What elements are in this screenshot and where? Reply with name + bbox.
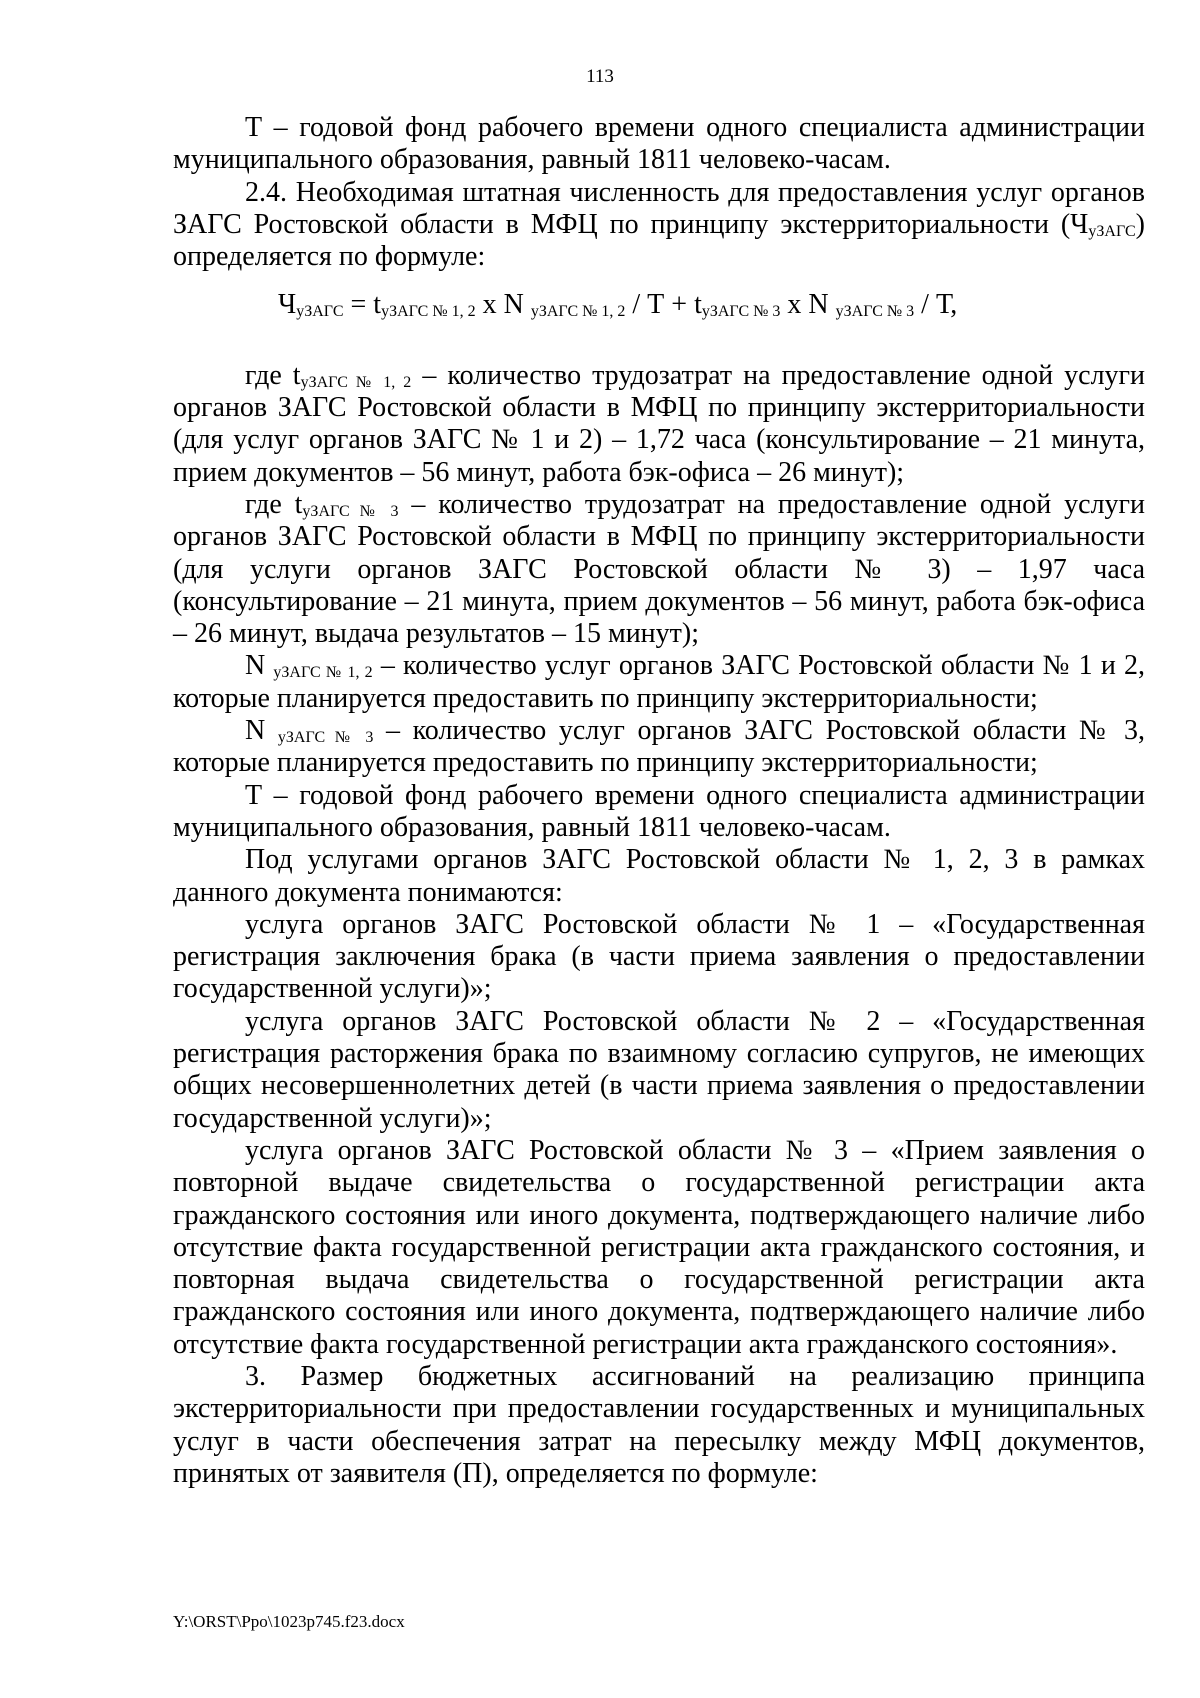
paragraph-annual-fund: Т – годовой фонд рабочего времени одного специалиста администрации муниципального образования, равный 1811 человеко-часам. (173, 112, 1145, 176)
definition-t-1-2: где $t_{уЗАГС № 1, 2}$ – количество трудозатрат на предоставление одной услуги органов ЗАГС Ростовской области в МФЦ по принципу экстерриториальности (для услуг органов ЗАГС № 1 и 2) – 1,72 часа (консультирование – 21 минута, прием документов – 56 минут, работа бэк-офиса – 26 минут); (173, 359, 1146, 488)
paragraph-services-intro: Под услугами органов ЗАГС Ростовской области № 1, 2, 3 в рамках данного документа понимаются: (173, 844, 1145, 908)
document-body (173, 112, 1145, 1490)
service-3-description: услуга органов ЗАГС Ростовской области № 3 – «Прием заявления о повторной выдаче свидетельства о государственной регистрации акта гражданского состояния или иного документа, подтверждающего наличие либо отсутствие факта государственной регистрации акта гражданского состояния, и повторная выдача свидетельства о государственной регистрации акта гражданского состояния или иного документа, подтверждающего наличие либо отсутствие факта государственной регистрации акта гражданского состояния». (173, 1134, 1145, 1360)
footer-file-path: Y:\ORST\Ppo\1023p745.f23.docx (173, 1612, 405, 1631)
definition-t-3: где $t_{уЗАГС № 3}$ – количество трудозатрат на предоставление одной услуги органов ЗАГС Ростовской области в МФЦ по принципу экстерриториальности (для услуги органов ЗАГС Ростовской области № 3) – 1,97 часа (консультирование – 21 минута, прием документов – 56 минут, работа бэк-офиса – 26 минут, выдача результатов – 15 минут); (173, 488, 1146, 650)
definition-n-3: N $_{уЗАГС № 3}$ – количество услуг органов ЗАГС Ростовской области № 3, которые планируется предоставить по принципу экстерриториальности; (173, 715, 1145, 779)
staff-formula: $Ч_{уЗАГС} = t_{уЗАГС № 1, 2}$ х N $_{уЗАГС № 1, 2} / Т + t_{уЗАГС № 3}$ х N $_{уЗАГС № 3}$ / Т, (278, 289, 958, 321)
definition-t-annual-fund: Т – годовой фонд рабочего времени одного специалиста администрации муниципального образования, равный 1811 человеко-часам. (173, 779, 1145, 843)
page-number: 113 (586, 66, 614, 87)
paragraph-3: 3. Размер бюджетных ассигнований на реализацию принципа экстерриториальности при предоставлении государственных и муниципальных услуг в части обеспечения затрат на пересылку между МФЦ документов, принятых от заявителя (П), определяется по формуле: (173, 1360, 1145, 1489)
paragraph-2-4: 2.4. Необходимая штатная численность для предоставления услуг органов ЗАГС Ростовской области в МФЦ по принципу экстерриториальности $(Ч_{уЗАГС})$ определяется по формуле: (173, 176, 1145, 273)
service-1-description: услуга органов ЗАГС Ростовской области № 1 – «Государственная регистрация заключения брака (в части приема заявления о предоставлении государственной услуги)»; (173, 908, 1145, 1005)
definition-n-1-2: N $_{уЗАГС № 1, 2}$ – количество услуг органов ЗАГС Ростовской области № 1 и 2, которые планируется предоставить по принципу экстерриториальности; (173, 650, 1145, 714)
service-2-description: услуга органов ЗАГС Ростовской области № 2 – «Государственная регистрация расторжения брака по взаимному согласию супругов, не имеющих общих несовершеннолетних детей (в части приема заявления о предоставлении государственной услуги)»; (173, 1005, 1145, 1134)
